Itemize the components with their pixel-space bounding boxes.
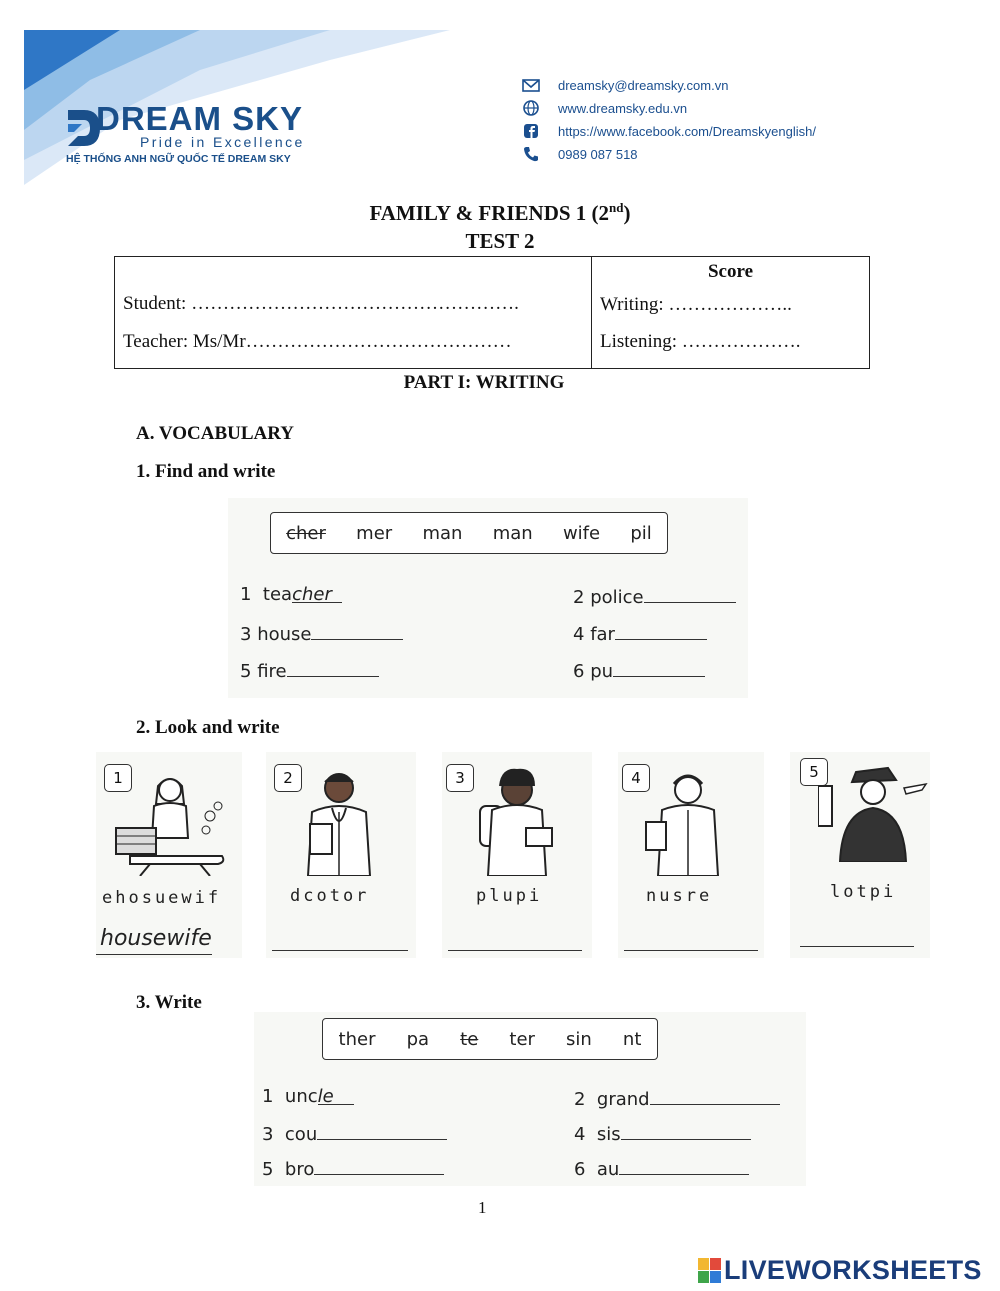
ex1-item: 4 far — [573, 621, 707, 645]
liveworksheets-logo — [698, 1255, 982, 1286]
ex2-number: 4 — [622, 764, 650, 792]
ex3-answer-field[interactable]: le — [318, 1086, 354, 1105]
title-line1: FAMILY & FRIENDS 1 (2 — [369, 201, 610, 225]
ex3-answer-field[interactable] — [317, 1121, 447, 1140]
phone-icon — [522, 146, 540, 162]
doctor-picture-icon — [284, 764, 394, 876]
footer-brand-text[interactable]: LIVEWORKSHEETS — [724, 1255, 982, 1285]
ex1-word: mer — [356, 522, 393, 544]
contact-email — [522, 77, 728, 93]
ex3-item: 4 sis — [574, 1121, 751, 1145]
housewife-picture-icon — [110, 766, 230, 876]
ex3-answer-field[interactable] — [314, 1156, 444, 1175]
logo-subtitle: HỆ THỐNG ANH NGỮ QUỐC TẾ DREAM SKY — [66, 153, 291, 165]
ex1-item: 6 pu — [573, 658, 705, 682]
student-field[interactable]: Student: ……………………………………………. — [123, 293, 519, 314]
nurse-picture-icon — [632, 764, 742, 876]
pupil-picture-icon — [462, 764, 572, 876]
ex2-card — [790, 752, 930, 958]
ex1-item: 1 teacher — [240, 584, 342, 605]
ex1-item: 5 fire — [240, 658, 379, 682]
ex1-answer-field[interactable] — [311, 621, 403, 640]
ex1-word: man — [422, 522, 463, 544]
ex2-answer-field[interactable] — [624, 924, 758, 951]
ex2-answer-field[interactable] — [448, 924, 582, 951]
pilot-picture-icon — [818, 758, 928, 862]
ex3-item: 3 cou — [262, 1121, 447, 1145]
ex1-answer-field[interactable]: cher — [292, 584, 342, 603]
ex3-answer-field[interactable] — [621, 1121, 751, 1140]
contact-website-text[interactable]: www.dreamsky.edu.vn — [558, 100, 688, 116]
ex3-word: sin — [566, 1028, 592, 1050]
ex1-item: 2 police — [573, 584, 736, 608]
score-heading: Score — [592, 257, 870, 294]
ex3-item: 2 grand — [574, 1086, 780, 1110]
ex1-word-box — [270, 512, 668, 554]
ex2-number: 3 — [446, 764, 474, 792]
ex2-number: 2 — [274, 764, 302, 792]
ex2-card — [442, 752, 592, 958]
ex2-card — [96, 752, 242, 958]
logo-name: DREAM SKY — [96, 100, 304, 137]
ex1-answer-field[interactable] — [287, 658, 379, 677]
ex1-answer-field[interactable] — [613, 658, 705, 677]
student-teacher-cell — [115, 257, 592, 369]
ex3-word: pa — [406, 1028, 430, 1050]
ex1-word: cher — [286, 522, 326, 544]
ex2-scrambled-word: nusre — [646, 886, 713, 906]
ex2-scrambled-word: ehosuewif — [102, 888, 222, 908]
globe-icon — [522, 100, 540, 116]
ex2-number: 5 — [800, 758, 828, 786]
ex3-answer-field[interactable] — [619, 1156, 749, 1175]
ex3-word: ter — [509, 1028, 535, 1050]
ex3-word: nt — [622, 1028, 642, 1050]
ex2-heading: 2. Look and write — [136, 717, 280, 738]
contact-phone — [522, 146, 638, 162]
ex2-scrambled-word: plupi — [476, 886, 543, 906]
ex1-heading: 1. Find and write — [136, 461, 276, 482]
part-heading: PART I: WRITING — [403, 372, 565, 393]
title-superscript: nd — [609, 200, 624, 215]
ex1-word: wife — [562, 522, 601, 544]
title-line1-end: ) — [623, 201, 631, 225]
ex3-item: 1 uncle — [262, 1086, 354, 1107]
email-icon — [522, 77, 540, 93]
ex3-word: te — [460, 1028, 479, 1050]
ex2-card — [618, 752, 764, 958]
ex2-answer-field[interactable] — [800, 920, 914, 947]
contact-website — [522, 100, 687, 116]
facebook-icon — [522, 123, 540, 139]
ex1-word: man — [492, 522, 533, 544]
ex2-answer-field[interactable] — [272, 924, 408, 951]
ex2-scrambled-word: lotpi — [830, 882, 897, 902]
section-a-heading: A. VOCABULARY — [136, 423, 295, 444]
ex1-answer-field[interactable] — [644, 584, 736, 603]
ex3-word: ther — [338, 1028, 376, 1050]
ex3-heading: 3. Write — [136, 992, 202, 1013]
ex2-card — [266, 752, 416, 958]
test-title — [0, 200, 1000, 226]
contact-email-text[interactable]: dreamsky@dreamsky.com.vn — [558, 77, 729, 93]
contact-phone-text[interactable]: 0989 087 518 — [558, 146, 638, 162]
ex3-word-box — [322, 1018, 658, 1060]
logo-tagline: Pride in Excellence — [140, 134, 305, 150]
student-info-table — [114, 256, 870, 369]
ex2-answer-field[interactable]: housewife — [96, 924, 212, 955]
writing-score-field[interactable]: Writing: ……………….. — [592, 294, 870, 331]
ex2-number: 1 — [104, 764, 132, 792]
ex3-item: 6 au — [574, 1156, 749, 1180]
ex2-scrambled-word: dcotor — [290, 886, 370, 906]
liveworksheets-icon — [698, 1258, 722, 1284]
page-number: 1 — [478, 1198, 487, 1217]
teacher-field[interactable]: Teacher: Ms/Mr…………………………………… — [123, 331, 512, 352]
listening-score-field[interactable]: Listening: ………………. — [592, 331, 870, 369]
ex1-answer-field[interactable] — [615, 621, 707, 640]
contact-facebook — [522, 123, 816, 139]
contact-facebook-text[interactable]: https://www.facebook.com/Dreamskyenglish/ — [558, 123, 816, 139]
ex1-word: pil — [630, 522, 652, 544]
ex3-answer-field[interactable] — [650, 1086, 780, 1105]
test-subtitle: TEST 2 — [465, 229, 535, 253]
ex3-item: 5 bro — [262, 1156, 444, 1180]
ex1-item: 3 house — [240, 621, 403, 645]
